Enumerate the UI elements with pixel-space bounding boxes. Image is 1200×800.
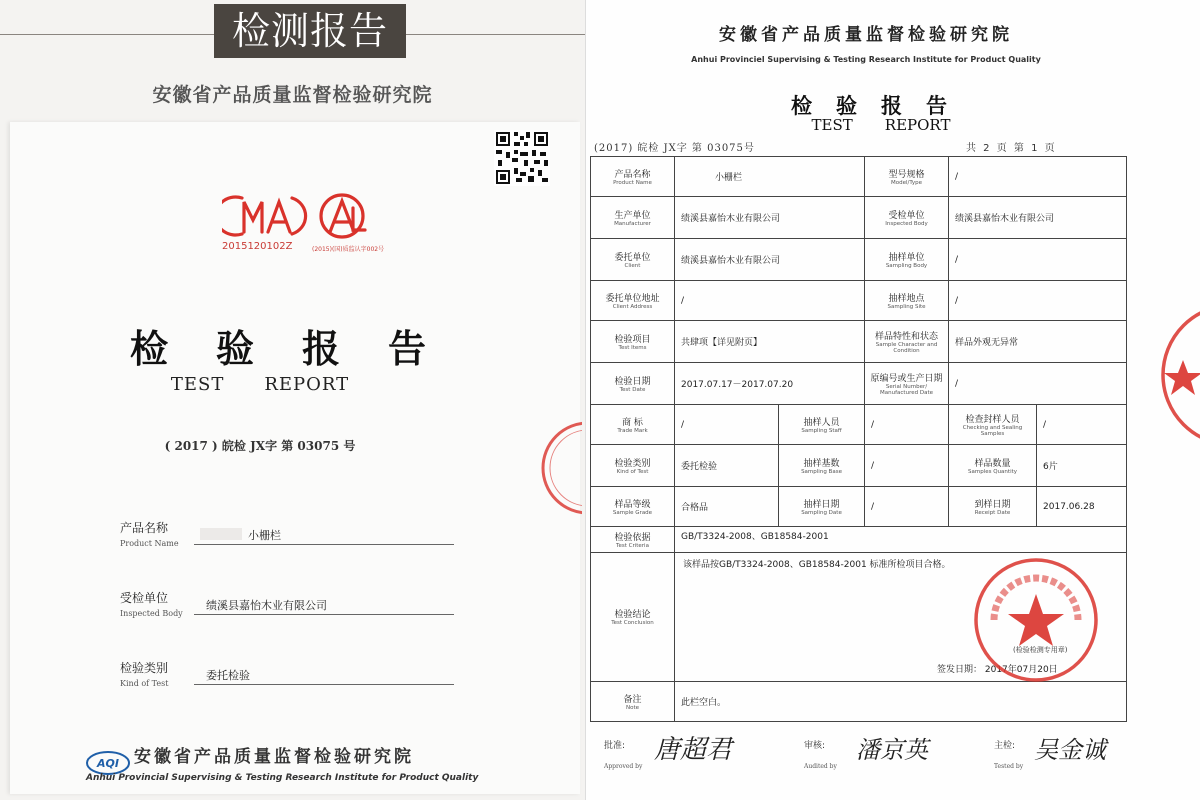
cover-page (0, 0, 585, 800)
field-value: 小栅栏 (194, 527, 454, 545)
value-note: 此栏空白。 (675, 682, 1127, 722)
table-row: 生产单位 Manufacturer 绩溪县嘉怡木业有限公司 受检单位 Inspected Body 绩溪县嘉怡木业有限公司 (591, 197, 1127, 239)
table-row: 检验日期 Test Date 2017.07.17－2017.07.20 原编号或生产日期 Serial Number/ Manufactured Date / (591, 363, 1127, 405)
value-sampling-base: / (865, 445, 949, 487)
value-client: 绩溪县嘉怡木业有限公司 (675, 239, 865, 281)
signature-approved-icon (650, 728, 760, 768)
cover-seal-stamp-icon (538, 418, 582, 518)
value-receipt-date: 2017.06.28 (1037, 487, 1127, 527)
value-test-criteria: GB/T3324-2008、GB18584-2001 (675, 527, 1127, 553)
value-samples-quantity: 6片 (1037, 445, 1127, 487)
report-title-en (586, 116, 1176, 134)
cover-field-inspected-body (120, 589, 327, 618)
cover-report-number: ( 2017 ) 皖检 JX字 第 03075 号 (164, 439, 356, 453)
table-row: 委托单位地址 Client Address / 抽样地点 Sampling Site / (591, 281, 1127, 321)
table-row: 检验类别 Kind of Test 委托检验 抽样基数 Sampling Base / 样品数量 Samples Quantity 6片 (591, 445, 1127, 487)
signature-tested: 主检: Tested by 吴金诚 (994, 738, 1023, 770)
qr-code-icon (494, 130, 550, 186)
value-test-date: 2017.07.17－2017.07.20 (675, 363, 865, 405)
table-row: 检验结论 Test Conclusion 该样品按GB/T3324-2008、GB18584-2001 标准所检项目合格。 (检验检测专用章) 签发日期： 2017年07月20日 (591, 553, 1127, 682)
value-issue-date: 签发日期： 2017年07月20日 (937, 665, 1058, 675)
footer-institute-cn: 安徽省产品质量监督检验研究院 (134, 747, 414, 767)
official-seal-stamp-icon (972, 556, 1100, 684)
report-title-cn: 检验报告 (791, 94, 971, 118)
edge-seal-stamp-icon (1158, 300, 1200, 450)
seal-caption: (检验检测专用章) (1013, 646, 1068, 654)
svg-text:潘京英: 潘京英 (856, 736, 928, 764)
value-kind-of-test: 委托检验 (675, 445, 779, 487)
cover-title-en (0, 374, 520, 395)
field-label-cn: 受检单位 (120, 591, 169, 605)
field-label-cn: 检验类别 (120, 661, 169, 675)
report-institute-cn: 安徽省产品质量监督检验研究院 (719, 25, 1013, 45)
page-indicator: 共 2 页 第 1 页 (966, 143, 1057, 154)
cover-title-en-test: TEST (170, 374, 225, 395)
field-value: 委托检验 (194, 667, 454, 685)
cma-number: 2015120102Z (222, 241, 293, 252)
svg-text:吴金诚: 吴金诚 (1034, 736, 1106, 764)
field-label-en: Product Name (120, 539, 179, 548)
value-test-items: 共肆项【详见附页】 (675, 321, 865, 363)
table-row: 备注 Note 此栏空白。 (591, 682, 1127, 722)
signature-row (596, 735, 1136, 778)
table-row: 样品等级 Sample Grade 合格品 抽样日期 Sampling Date / 到样日期 Receipt Date 2017.06.28 (591, 487, 1127, 527)
report-title-en-report: REPORT (884, 116, 951, 134)
table-row: 商 标 Trade Mark / 抽样人员 Sampling Staff / 检查封样人员 Checking and Sealing Samples / (591, 405, 1127, 445)
svg-text:唐超君: 唐超君 (654, 735, 733, 765)
value-test-conclusion: 该样品按GB/T3324-2008、GB18584-2001 标准所检项目合格。 (683, 560, 951, 570)
cover-field-product-name (120, 519, 281, 548)
cover-title-cn: 检验报告 (130, 327, 475, 371)
report-page (585, 0, 1200, 800)
value-product-name: 小栅栏 (675, 157, 865, 197)
cover-title-en-report: REPORT (264, 374, 350, 395)
footer-institute-en: Anhui Provincial Supervising & Testing Research Institute for Product Quality (86, 773, 479, 783)
value-sample-grade: 合格品 (675, 487, 779, 527)
table-row: 检验依据 Test Criteria GB/T3324-2008、GB18584-2001 (591, 527, 1127, 553)
signature-tested-icon (1030, 728, 1140, 768)
table-row: 委托单位 Client 绩溪县嘉怡木业有限公司 抽样单位 Sampling Body / (591, 239, 1127, 281)
value-inspected-body: 绩溪县嘉怡木业有限公司 (949, 197, 1127, 239)
signature-approved: 批准: Approved by 唐超君 (604, 738, 642, 770)
signature-audited-icon (852, 728, 962, 768)
signature-audited: 审核: Audited by 潘京英 (804, 738, 837, 770)
field-value: 绩溪县嘉怡木业有限公司 (194, 597, 454, 615)
report-number: (2017) 皖检 JX字 第 03075号 (594, 143, 755, 154)
cover-field-kind-of-test (120, 659, 250, 688)
value-sampling-date: / (865, 487, 949, 527)
value-sampling-staff: / (865, 405, 949, 445)
value-sampling-body: / (949, 239, 1127, 281)
field-label-en: Kind of Test (120, 679, 169, 688)
value-client-address: / (675, 281, 865, 321)
value-serial-number: / (949, 363, 1127, 405)
value-model: / (949, 157, 1127, 197)
value-trade-mark: / (675, 405, 779, 445)
value-manufacturer: 绩溪县嘉怡木业有限公司 (675, 197, 865, 239)
report-title-en-test: TEST (811, 116, 853, 134)
aqi-logo-text: AQI (97, 757, 119, 770)
table-row: 检验项目 Test Items 共肆项【详见附页】 样品特性和状态 Sample Character and Condition 样品外观无异常 (591, 321, 1127, 363)
value-sampling-site: / (949, 281, 1127, 321)
cal-number: (2015)(国)质监认字002号 (312, 246, 385, 253)
field-label-cn: 产品名称 (120, 521, 169, 535)
banner-title: 检测报告 (214, 4, 406, 58)
field-label-en: Inspected Body (120, 609, 183, 618)
table-row: 产品名称 Product Name 小栅栏 型号规格 Model/Type / (591, 157, 1127, 197)
cover-institute-name: 安徽省产品质量监督检验研究院 (152, 84, 433, 106)
report-institute-en: Anhui Provinciel Supervising & Testing Research Institute for Product Quality (691, 55, 1041, 64)
value-sample-character: 样品外观无异常 (949, 321, 1127, 363)
value-sealing-staff: / (1037, 405, 1127, 445)
cma-certification-icon (222, 192, 372, 240)
